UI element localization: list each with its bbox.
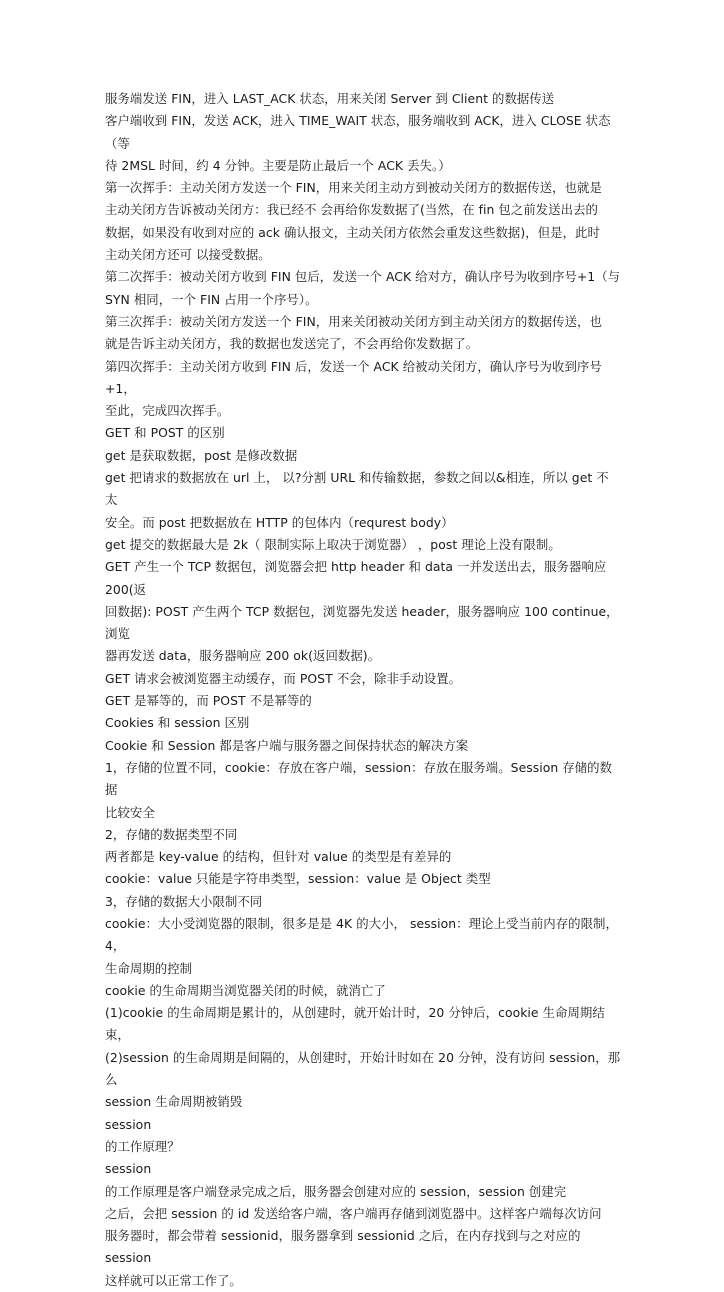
document-line: GET 产生一个 TCP 数据包，浏览器会把 http header 和 data 一并发送出去，服务器响应 200(返 — [105, 559, 611, 597]
document-line: 器再发送 data，服务器响应 200 ok(返回数据)。 — [105, 648, 381, 664]
document-line: cookie：value 只能是字符串类型，session：value 是 Object 类型 — [105, 871, 491, 887]
document-line: 1，存储的位置不同，cookie：存放在客户端，session：存放在服务端。Session 存储的数据 — [105, 759, 613, 798]
document-line: 生命周期的控制 — [105, 960, 193, 976]
document-line: 之后，会把 session 的 id 发送给客户端，客户端再存储到浏览器中。这样客户端每次访问 — [105, 1205, 602, 1221]
document-line: 数据，如果没有收到对应的 ack 确认报文，主动关闭方依然会重发这些数据)，但是，此时 — [105, 224, 600, 240]
document-line: (1)cookie 的生命周期是累计的，从创建时，就开始计时，20 分钟后，cookie 生命周期结束， — [105, 1005, 605, 1043]
document-line: 这样就可以正常工作了。 — [105, 1272, 242, 1288]
document-line: 第三次挥手：被动关闭方发送一个 FIN，用来关闭被动关闭方到主动关闭方的数据传送，也 — [105, 313, 602, 329]
document-line: get 是获取数据，post 是修改数据 — [105, 447, 298, 463]
document-line: 就是告诉主动关闭方，我的数据也发送完了，不会再给你发数据了。 — [105, 336, 479, 352]
document-text-body — [105, 88, 621, 1292]
document-line: 主动关闭方还可 以接受数据。 — [105, 247, 271, 263]
document-line: 的工作原理？ — [105, 1138, 180, 1154]
document-line: 至此，完成四次挥手。 — [105, 403, 230, 419]
document-line: get 提交的数据最大是 2k（ 限制实际上取决于浏览器） ，post 理论上没有限制。 — [105, 536, 561, 552]
document-line: GET 是幂等的，而 POST 不是幂等的 — [105, 693, 312, 709]
document-line: 的工作原理是客户端登录完成之后，服务器会创建对应的 session，session 创建完 — [105, 1183, 567, 1199]
document-line: Cookie 和 Session 都是客户端与服务器之间保持状态的解决方案 — [105, 737, 469, 753]
document-line: session — [105, 1161, 152, 1177]
document-line: 回数据): POST 产生两个 TCP 数据包，浏览器先发送 header，服务器响应 100 continue，浏览 — [105, 603, 619, 642]
document-line: 主动关闭方告诉被动关闭方：我已经不 会再给你发数据了(当然，在 fin 包之前发送出去的 — [105, 202, 598, 218]
document-line: 客户端收到 FIN，发送 ACK，进入 TIME_WAIT 状态，服务端收到 ACK，进入 CLOSE 状态（等 — [105, 113, 611, 151]
document-line: cookie 的生命周期当浏览器关闭的时候，就消亡了 — [105, 982, 386, 998]
document-line: Cookies 和 session 区别 — [105, 715, 250, 731]
document-line: GET 和 POST 的区别 — [105, 425, 225, 441]
document-line: 第二次挥手：被动关闭方收到 FIN 包后，发送一个 ACK 给对方，确认序号为收到序号+1（与 — [105, 269, 621, 285]
document-line: 安全。而 post 把数据放在 HTTP 的包体内（requrest body） — [105, 514, 454, 530]
document-line: SYN 相同，一个 FIN 占用一个序号）。 — [105, 291, 318, 307]
document-line: 服务端发送 FIN，进入 LAST_ACK 状态，用来关闭 Server 到 Client 的数据传送 — [105, 91, 555, 106]
document-line: 2，存储的数据类型不同 — [105, 826, 238, 842]
document-line: 比较安全 — [105, 804, 155, 820]
document-line: (2)session 的生命周期是间隔的，从创建时，开始计时如在 20 分钟，没有访问 session，那么 — [105, 1049, 621, 1088]
document-line: session — [105, 1116, 152, 1132]
document-line: get 把请求的数据放在 url 上， 以?分割 URL 和传输数据，参数之间以&相连，所以 get 不太 — [105, 470, 609, 508]
document-line: GET 请求会被浏览器主动缓存，而 POST 不会，除非手动设置。 — [105, 670, 462, 686]
document-line: 服务器时，都会带着 sessionid，服务器拿到 sessionid 之后，在内存找到与之对应的 session — [105, 1228, 585, 1266]
document-line: 第四次挥手：主动关闭方收到 FIN 后，发送一个 ACK 给被动关闭方，确认序号为收到序号+1， — [105, 358, 602, 396]
document-line: 3，存储的数据大小限制不同 — [105, 893, 263, 909]
document-line: cookie：大小受浏览器的限制，很多是是 4K 的大小， session：理论上受当前内存的限制，4， — [105, 915, 618, 954]
document-line: session 生命周期被销毁 — [105, 1094, 243, 1110]
document-line: 两者都是 key-value 的结构，但针对 value 的类型是有差异的 — [105, 849, 452, 865]
document-line: 待 2MSL 时间，约 4 分钟。主要是防止最后一个 ACK 丢失。） — [105, 157, 451, 173]
document-line: 第一次挥手：主动关闭方发送一个 FIN，用来关闭主动方到被动关闭方的数据传送，也就是 — [105, 180, 602, 196]
